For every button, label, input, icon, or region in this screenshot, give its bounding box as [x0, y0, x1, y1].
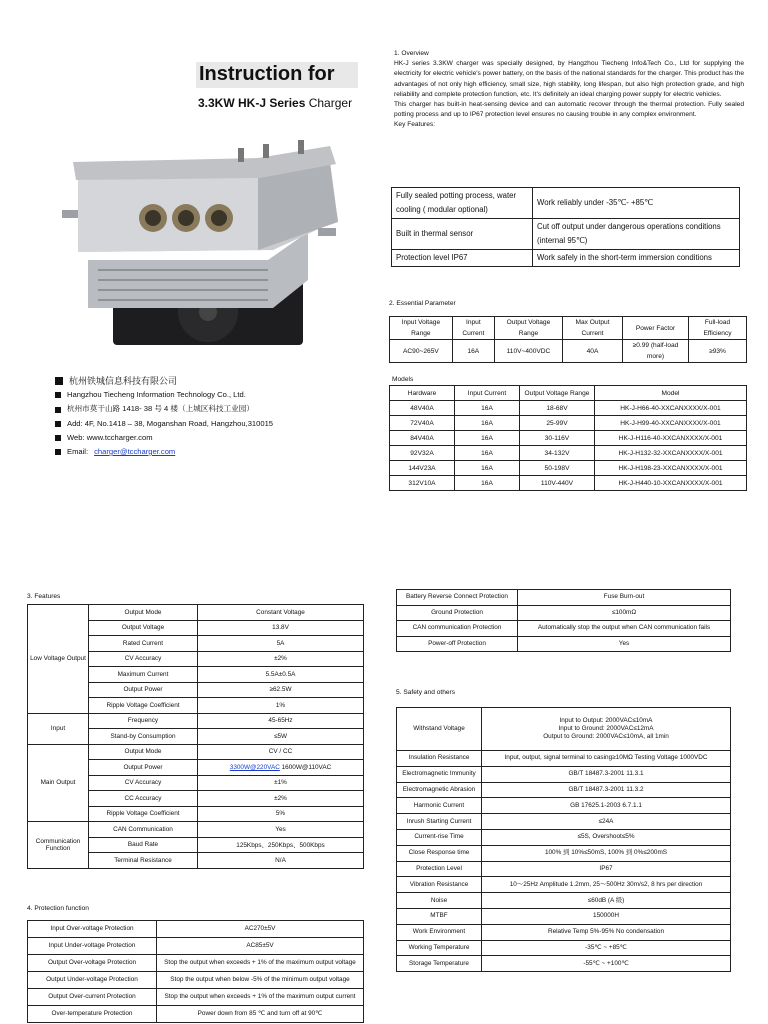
table-cell: Working Temperature — [397, 940, 482, 956]
table-cell: CV Accuracy — [89, 651, 198, 667]
table-cell: Power-off Protection — [397, 636, 518, 652]
table-cell: ≤60dB (A 级) — [482, 893, 731, 909]
table-cell: Output Under-voltage Protection — [28, 972, 157, 989]
table-cell: Output Voltage — [89, 620, 198, 636]
table-cell: Cut off output under dangerous operations conditions (internal 95℃) — [533, 219, 740, 250]
table-cell: Relative Temp 5%-95% No condensation — [482, 924, 731, 940]
safety-table — [396, 707, 731, 972]
table-cell: CAN communication Protection — [397, 621, 518, 637]
table-row — [397, 751, 731, 767]
table-cell: Protection Level — [397, 861, 482, 877]
table-cell: 16A — [455, 431, 520, 446]
table-cell: Output Over-current Protection — [28, 989, 157, 1006]
company-name-en-row — [55, 388, 273, 402]
table-cell: Baud Rate — [89, 837, 198, 853]
table-row — [390, 340, 747, 363]
table-cell: ≤5W — [198, 729, 364, 745]
table-cell: Ground Protection — [397, 605, 518, 621]
table-cell: -35℃ ~ +85℃ — [482, 940, 731, 956]
table-cell: Storage Temperature — [397, 956, 482, 972]
table-cell: 16A — [455, 416, 520, 431]
table-header-row — [390, 386, 747, 401]
table-row — [28, 972, 364, 989]
table-cell: Power down from 85 ℃ and turn off at 90℃ — [157, 1006, 364, 1023]
company-email-row — [55, 445, 273, 459]
table-cell: 5A — [198, 636, 364, 652]
essential-heading: 2. Essential Parameter — [389, 300, 456, 307]
table-row — [397, 590, 731, 606]
table-row — [28, 955, 364, 972]
company-name-en: Hangzhou Tiecheng Information Technology Co., Ltd. — [67, 390, 246, 400]
overview-section — [394, 49, 744, 131]
table-row — [397, 636, 731, 652]
table-cell: Withstand Voltage — [397, 708, 482, 751]
table-cell: ±1% — [198, 775, 364, 791]
table-cell: GB 17625.1-2003 6.7.1.1 — [482, 798, 731, 814]
table-cell: Output Over-voltage Protection — [28, 955, 157, 972]
table-cell: CAN Communication — [89, 822, 198, 838]
table-row — [397, 861, 731, 877]
protection-table — [27, 920, 364, 1023]
table-cell: ≥0.99 (half-load more) — [622, 340, 688, 363]
bullet-icon — [55, 407, 61, 413]
company-address-en: Add: 4F, No.1418 – 38, Moganshan Road, Hangzhou,310015 — [67, 418, 274, 428]
table-cell: Current-rise Time — [397, 829, 482, 845]
table-cell: 50-198V — [520, 461, 595, 476]
table-row — [397, 893, 731, 909]
table-row — [28, 989, 364, 1006]
table-row — [28, 822, 364, 838]
table-cell: ≤24A — [482, 814, 731, 830]
table-cell: 45-65Hz — [198, 713, 364, 729]
table-row — [28, 1006, 364, 1023]
table-header: Full-load Efficiency — [688, 317, 746, 340]
connector-icons — [139, 204, 233, 232]
withstand-line: Input to Output: 2000VAC≤10mA — [559, 717, 653, 724]
table-row — [28, 744, 364, 760]
table-row — [397, 766, 731, 782]
safety-heading: 5. Safety and others — [396, 689, 456, 696]
table-header: Input Voltage Range — [390, 317, 453, 340]
table-cell: Frequency — [89, 713, 198, 729]
table-cell: Automatically stop the output when CAN communication fails — [518, 621, 731, 637]
table-row — [397, 940, 731, 956]
table-header: Hardware — [390, 386, 455, 401]
table-cell: CC Accuracy — [89, 791, 198, 807]
table-cell: 150000H — [482, 908, 731, 924]
table-cell: 40A — [563, 340, 623, 363]
table-row — [390, 446, 747, 461]
withstand-line: Output to Ground: 2000VAC≤10mA, all 1min — [543, 733, 669, 740]
email-link[interactable]: charger@tccharger.com — [94, 447, 176, 457]
table-cell: Stop the output when below -5% of the minimum output voltage — [157, 972, 364, 989]
product-photo — [58, 140, 358, 352]
group-cell: Communication Function — [28, 822, 89, 869]
table-row — [397, 605, 731, 621]
table-row — [390, 416, 747, 431]
table-row — [28, 713, 364, 729]
table-cell: AC270±5V — [157, 921, 364, 938]
table-cell: Fuse Burn-out — [518, 590, 731, 606]
key-features-label: Key Features: — [394, 121, 436, 129]
table-cell: Electromagnetic Immunity — [397, 766, 482, 782]
table-cell: GB/T 18487.3-2001 11.3.1 — [482, 766, 731, 782]
table-cell: Output Power — [89, 682, 198, 698]
table-cell: 16A — [455, 401, 520, 416]
table-header: Output Voltage Range — [520, 386, 595, 401]
table-cell: HK-J-H99-40-XXCANXXXX/X-001 — [595, 416, 747, 431]
overview-paragraph-1: HK-J series 3.3KW charger was specially designed, by Hangzhou Tiecheng Info&Tech Co., Ltd for supplying the electricity for electric vehicle's power battery, on the basis of the national standards for the charger. This product has the advantages of not only high efficiency, small size, high stability, long lifespan, but also high protection grade, and high reliability and complete protection function, etc. It's definitely an ideal charging power supply for electric vehicles. — [394, 60, 744, 98]
table-cell: 48V40A — [390, 401, 455, 416]
withstand-line: Input to Ground: 2000VAC≤12mA — [558, 725, 654, 732]
table-cell: 144V23A — [390, 461, 455, 476]
table-row — [397, 956, 731, 972]
table-header: Max Output Current — [563, 317, 623, 340]
table-header-row — [390, 317, 747, 340]
table-cell: HK-J-H116-40-XXCANXXXX/X-001 — [595, 431, 747, 446]
table-row — [397, 877, 731, 893]
table-cell: 1% — [198, 698, 364, 714]
protection-continued-table — [396, 589, 731, 652]
table-cell: HK-J-H198-23-XXCANXXXX/X-001 — [595, 461, 747, 476]
table-cell: Terminal Resistance — [89, 853, 198, 869]
table-cell: Inrush Starting Current — [397, 814, 482, 830]
table-row — [392, 250, 740, 267]
table-cell: 72V40A — [390, 416, 455, 431]
table-row — [397, 924, 731, 940]
essential-parameter-table — [389, 316, 747, 363]
table-cell: 84V40A — [390, 431, 455, 446]
table-cell: IP67 — [482, 861, 731, 877]
table-row — [397, 829, 731, 845]
table-header: Model — [595, 386, 747, 401]
table-cell: Output Power — [89, 760, 198, 776]
features-heading: 3. Features — [27, 593, 61, 600]
overview-heading: 1. Overview — [394, 50, 429, 57]
table-cell: Stand-by Consumption — [89, 729, 198, 745]
table-cell: 18-68V — [520, 401, 595, 416]
table-cell: 16A — [455, 446, 520, 461]
table-header: Input Current — [455, 386, 520, 401]
table-header: Output Voltage Range — [494, 317, 562, 340]
table-cell: 34-132V — [520, 446, 595, 461]
protection-heading: 4. Protection function — [27, 905, 89, 912]
subtitle-product: Charger — [305, 96, 353, 110]
table-cell: AC85±5V — [157, 938, 364, 955]
company-name-cn: 杭州铁城信息科技有限公司 — [69, 376, 178, 386]
table-cell: 312V10A — [390, 476, 455, 491]
table-cell: Ripple Voltage Coefficient — [89, 806, 198, 822]
table-cell — [198, 760, 364, 776]
table-cell: 5.5A±0.5A — [198, 667, 364, 683]
table-cell: Over-temperature Protection — [28, 1006, 157, 1023]
table-cell: 92V32A — [390, 446, 455, 461]
table-cell: 25-99V — [520, 416, 595, 431]
table-cell: HK-J-H132-32-XXCANXXXX/X-001 — [595, 446, 747, 461]
table-cell: 16A — [455, 461, 520, 476]
company-address-cn: 杭州市莫干山路 1418- 38 号 4 楼（上城区科技工业园） — [67, 404, 254, 414]
table-cell: HK-J-H440-10-XXCANXXXX/X-001 — [595, 476, 747, 491]
table-cell: CV Accuracy — [89, 775, 198, 791]
table-cell: Yes — [198, 822, 364, 838]
table-row — [397, 814, 731, 830]
page-subtitle — [198, 96, 352, 110]
table-cell: Input Over-voltage Protection — [28, 921, 157, 938]
table-cell: Stop the output when exceeds + 1% of the maximum output current — [157, 989, 364, 1006]
table-cell: ≤100mΩ — [518, 605, 731, 621]
table-row — [390, 401, 747, 416]
table-row — [392, 188, 740, 219]
table-row — [397, 845, 731, 861]
table-cell: Built in thermal sensor — [392, 219, 533, 250]
table-cell: Insulation Resistance — [397, 751, 482, 767]
table-cell: ≥93% — [688, 340, 746, 363]
table-header: Input Current — [452, 317, 494, 340]
company-info — [55, 374, 273, 459]
table-cell: Stop the output when exceeds + 1% of the maximum output voltage — [157, 955, 364, 972]
table-header: Power Factor — [622, 317, 688, 340]
table-cell: 13.8V — [198, 620, 364, 636]
table-cell: ≥62.5W — [198, 682, 364, 698]
bullet-icon — [55, 449, 61, 455]
company-email-label: Email: — [67, 447, 89, 457]
company-address-en-row — [55, 417, 273, 431]
models-table — [389, 385, 747, 491]
table-cell: 30-116V — [520, 431, 595, 446]
table-cell: 110V-440V — [520, 476, 595, 491]
table-cell: 125Kbps、250Kbps、500Kbps — [198, 837, 364, 853]
table-cell: MTBF — [397, 908, 482, 924]
table-row — [390, 431, 747, 446]
table-cell: Input Under-voltage Protection — [28, 938, 157, 955]
table-row — [397, 798, 731, 814]
table-row — [392, 219, 740, 250]
models-heading: Models — [392, 376, 414, 383]
table-cell: Ripple Voltage Coefficient — [89, 698, 198, 714]
group-cell: Main Output — [28, 744, 89, 822]
table-cell: Output Mode — [89, 605, 198, 621]
table-cell: -55℃ ~ +100℃ — [482, 956, 731, 972]
table-row — [397, 908, 731, 924]
table-cell: N/A — [198, 853, 364, 869]
table-cell: Vibration Resistance — [397, 877, 482, 893]
table-cell: 10～25Hz Amplitude 1.2mm, 25～500Hz 30m/s2, 8 hrs per direction — [482, 877, 731, 893]
company-address-cn-row — [55, 402, 273, 416]
table-cell: ≤5S, Overshoot≤5% — [482, 829, 731, 845]
table-cell: 100% 到 10%≤50mS, 100% 到 0%≤200mS — [482, 845, 731, 861]
table-cell: HK-J-H66-40-XXCANXXXX/X-001 — [595, 401, 747, 416]
bullet-icon — [55, 377, 63, 385]
table-cell: Harmonic Current — [397, 798, 482, 814]
table-row — [28, 938, 364, 955]
table-cell: Work reliably under -35℃- +85℃ — [533, 188, 740, 219]
company-name-cn-row — [55, 374, 273, 388]
table-cell: Noise — [397, 893, 482, 909]
table-cell: Rated Current — [89, 636, 198, 652]
table-cell: GB/T 18487.3-2001 11.3.2 — [482, 782, 731, 798]
overview-paragraph-2: This charger has built-in heat-sensing device and can automatic recover through the thermal protection. Fully sealed potting process and up to IP67 protection level ensures no causing trouble in any complex environment. — [394, 101, 744, 119]
features-table — [27, 604, 364, 869]
bullet-icon — [55, 435, 61, 441]
table-cell: Yes — [518, 636, 731, 652]
table-cell: Close Response time — [397, 845, 482, 861]
company-web: Web: www.tccharger.com — [67, 432, 153, 442]
table-cell: Work safely in the short-term immersion conditions — [533, 250, 740, 267]
table-cell: CV / CC — [198, 744, 364, 760]
table-cell: ±2% — [198, 791, 364, 807]
main-output-power-value: 1600W@110VAC — [281, 763, 332, 771]
table-cell: Input, output, signal terminal to casing≥10MΩ Testing Voltage 1000VDC — [482, 751, 731, 767]
table-cell: 5% — [198, 806, 364, 822]
table-row — [28, 921, 364, 938]
main-output-power-link[interactable]: 3300W@220VAC — [229, 763, 280, 771]
table-cell: Battery Reverse Connect Protection — [397, 590, 518, 606]
table-cell: AC90~265V — [390, 340, 453, 363]
table-row — [397, 782, 731, 798]
table-cell: Work Environment — [397, 924, 482, 940]
table-cell: Protection level IP67 — [392, 250, 533, 267]
group-cell: Low Voltage Output — [28, 605, 89, 714]
table-cell: Fully sealed potting process, water cooling ( modular optional) — [392, 188, 533, 219]
group-cell: Input — [28, 713, 89, 744]
table-row — [390, 461, 747, 476]
table-cell: 110V~400VDC — [494, 340, 562, 363]
company-web-row — [55, 431, 273, 445]
table-cell: Output Mode — [89, 744, 198, 760]
table-cell: Constant Voltage — [198, 605, 364, 621]
table-cell: Electromagnetic Abrasion — [397, 782, 482, 798]
page-title: Instruction for — [199, 63, 335, 85]
table-row — [28, 605, 364, 621]
subtitle-model: 3.3KW HK-J Series — [198, 96, 306, 110]
table-cell: ±2% — [198, 651, 364, 667]
key-features-table — [391, 187, 740, 267]
table-cell — [482, 708, 731, 751]
table-cell: 16A — [455, 476, 520, 491]
table-row — [397, 621, 731, 637]
table-row — [390, 476, 747, 491]
table-cell: Maximum Current — [89, 667, 198, 683]
bullet-icon — [55, 392, 61, 398]
bullet-icon — [55, 421, 61, 427]
table-row — [397, 708, 731, 751]
table-cell: 16A — [452, 340, 494, 363]
